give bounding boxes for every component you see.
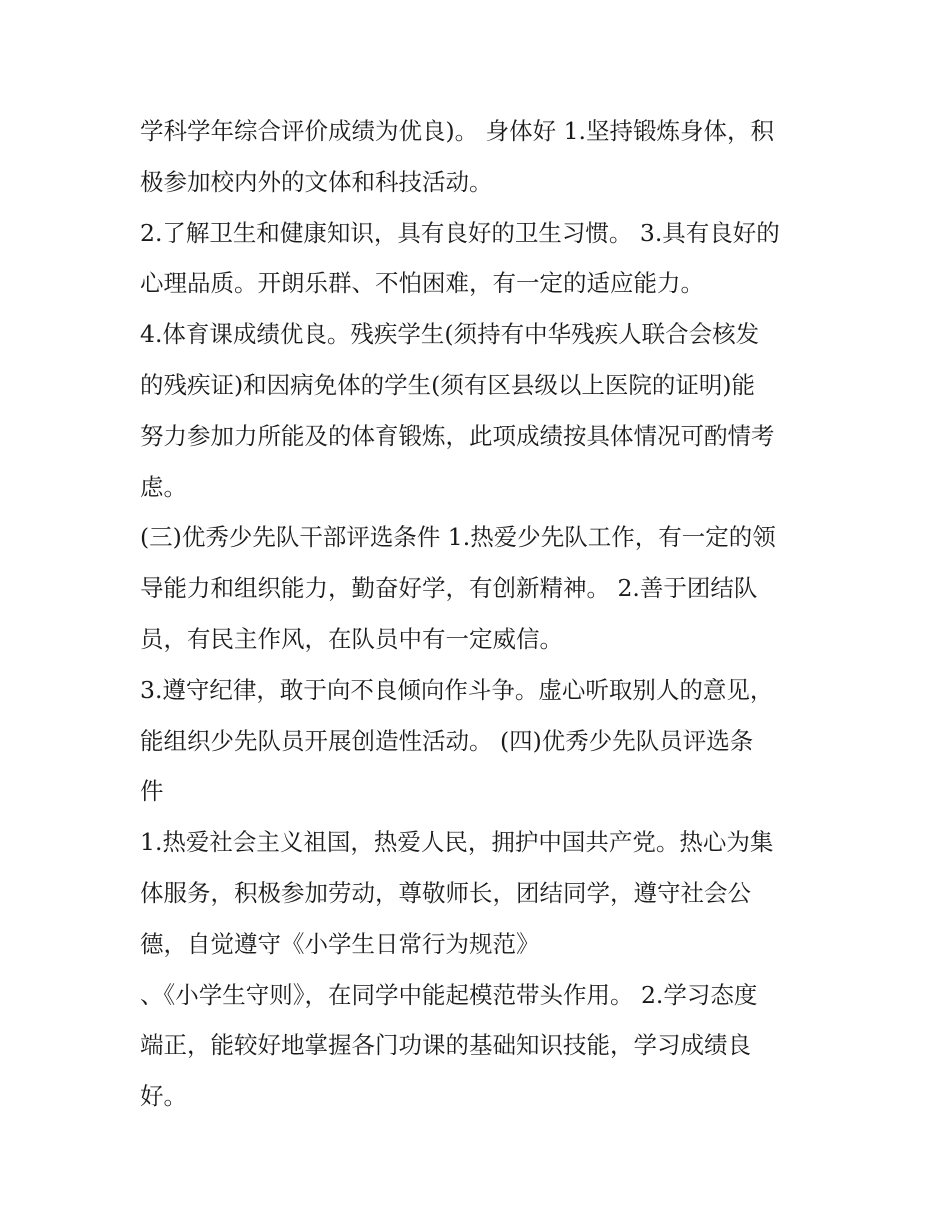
text-line: 的残疾证)和因病免体的学生(须有区县级以上医院的证明)能 [140,370,756,399]
text-line: 、《小学生守则》，在同学中能起模范带头作用。 2.学习态度 [140,980,758,1009]
text-line: 1.热爱社会主义祖国，热爱人民，拥护中国共产党。热心为集 [140,828,774,857]
text-line: 德，自觉遵守《小学生日常行为规范》 [140,929,540,958]
text-line: 件 [140,777,164,806]
text-line: 3.遵守纪律，敢于向不良倾向作斗争。虚心听取别人的意见， [140,675,774,704]
text-line: (三)优秀少先队干部评选条件 1.热爱少先队工作，有一定的领 [140,523,776,552]
text-line: 能组织少先队员开展创造性活动。 (四)优秀少先队员评选条 [140,726,754,755]
text-line: 努力参加力所能及的体育锻炼，此项成绩按具体情况可酌情考 [140,421,775,450]
text-line: 员，有民主作风，在队员中有一定威信。 [140,624,563,653]
text-line: 心理品质。开朗乐群、不怕困难，有一定的适应能力。 [140,269,704,298]
text-line: 极参加校内外的文体和科技活动。 [140,167,493,196]
body-text [140,106,820,1122]
text-line: 端正，能较好地掌握各门功课的基础知识技能，学习成绩良 [140,1031,751,1060]
text-line: 体服务，积极参加劳动，尊敬师长，团结同学，遵守社会公 [140,878,751,907]
text-line: 学科学年综合评价成绩为优良)。 身体好 1.坚持锻炼身体，积 [140,117,775,145]
text-line: 好。 [140,1082,187,1111]
text-line: 导能力和组织能力，勤奋好学，有创新精神。 2.善于团结队 [140,574,758,603]
text-line: 4.体育课成绩优良。残疾学生(须持有中华残疾人联合会核发 [140,320,760,349]
text-line: 虑。 [140,472,187,501]
text-line: 2.了解卫生和健康知识，具有良好的卫生习惯。 3.具有良好的 [140,218,780,247]
